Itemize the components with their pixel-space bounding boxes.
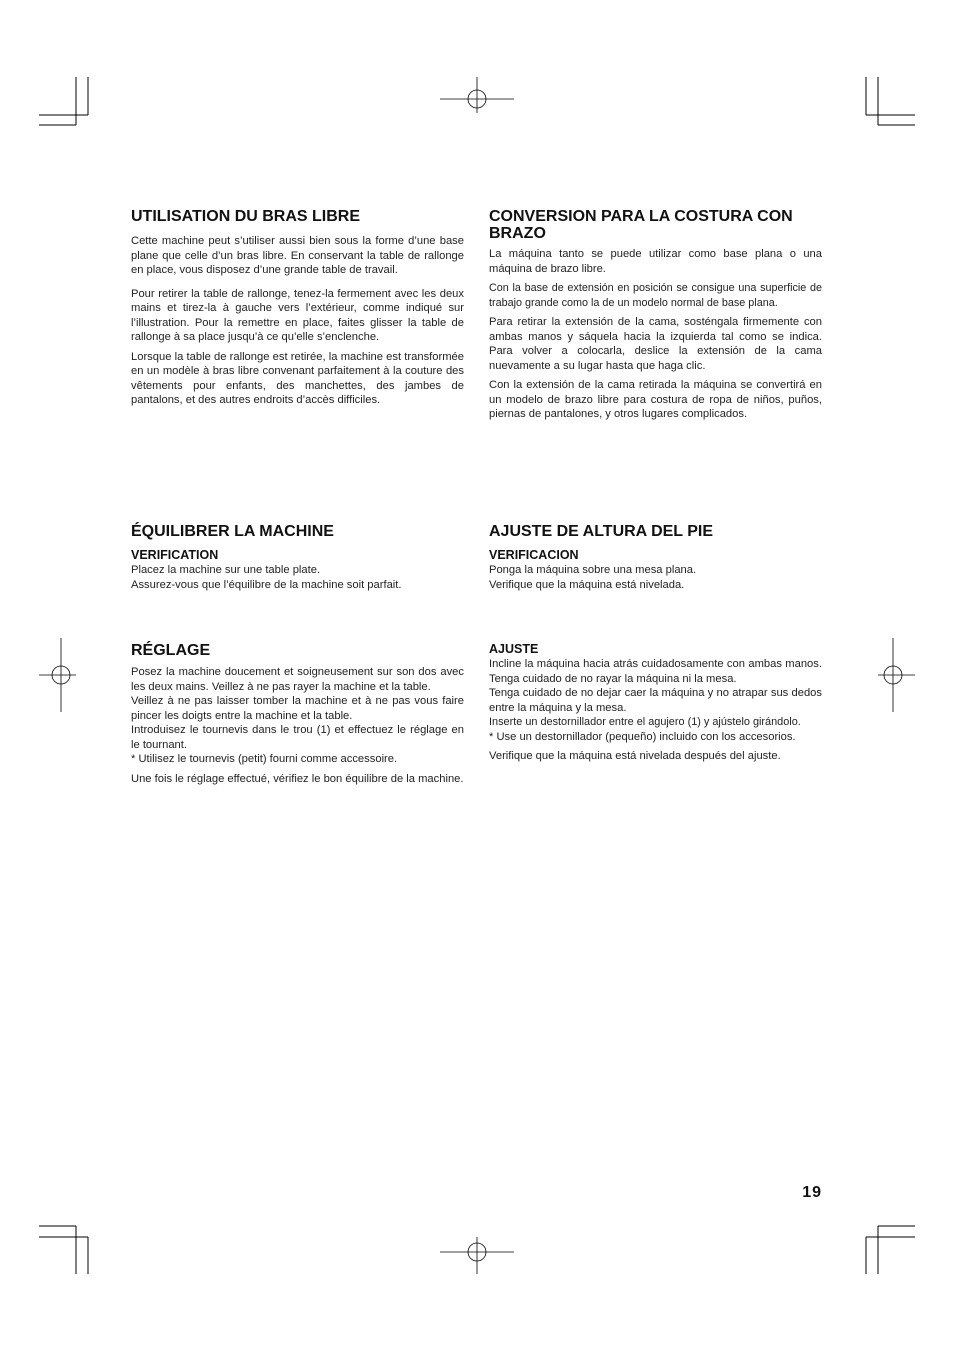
section-title: AJUSTE DE ALTURA DEL PIE [489,523,714,540]
paragraph: Con la extensión de la cama retirada la máquina se convertirá en un modelo de brazo libre para costura de ropa de niños, puños, piernas de pantalones, y otros lugares complicados. [489,379,822,420]
section-title: UTILISATION DU BRAS LIBRE [131,208,361,225]
section-title: ÉQUILIBRER LA MACHINE [131,523,334,540]
section-conversion [489,208,822,422]
paragraph: * Utilisez le tournevis (petit) fourni comme accessoire. [131,753,398,765]
paragraph: Assurez-vous que l’équilibre de la machine soit parfait. [131,578,402,591]
section-equilibrer [131,523,464,592]
paragraph: La máquina tanto se puede utilizar como base plana o una máquina de brazo libre. [489,248,822,275]
paragraph: Lorsque la table de rallonge est retirée, la machine est transformée en un modèle à bras libre convenant parfaitement à la couture des vêtements pour enfants, des manchettes, des jambes de pantalons, et des autres endroits d’accès difficiles. [131,350,464,406]
paragraph: Posez la machine doucement et soigneusement sur son dos avec les deux mains. Veillez à ne pas rayer la machine et la table. [131,666,464,693]
paragraph: Tenga cuidado de no dejar caer la máquina y no atrapar sus dedos entre la máquina y la mesa. [489,687,822,714]
paragraph: Verifique que la máquina está nivelada. [489,578,685,591]
paragraph: Une fois le réglage effectué, vérifiez le bon équilibre de la machine. [131,772,464,785]
paragraph: Inserte un destornillador entre el agujero (1) y ajústelo girándolo. [489,716,801,728]
paragraph: Cette machine peut s’utiliser aussi bien sous la forme d’une base plane que celle d’un bras libre. En conservant la table de rallonge en place, vous disposez d’une grande table de travail. [131,235,464,276]
paragraph: Incline la máquina hacia atrás cuidadosamente con ambas manos. Tenga cuidado de no rayar la máquina ni la mesa. [489,658,822,685]
paragraph: Para retirar la extensión de la cama, sosténgala firmemente con ambas manos y sáquela hacia la izquierda tal como se indica. Para volver a colocarla, deslice la extensión de la cama nuevamente a su lugar hasta que haga clic. [489,316,822,372]
subsection-title: VERIFICACION [489,548,579,562]
section-ajuste [489,642,822,764]
section-ajuste-altura [489,523,822,592]
paragraph: Introduisez le tournevis dans le trou (1) et effectuez le réglage en le tournant. [131,724,464,751]
section-reglage [131,642,464,786]
paragraph: Con la base de extensión en posición se consigue una superficie de trabajo grande como la de un modelo normal de base plana. [489,282,822,309]
section-title: RÉGLAGE [131,642,211,659]
paragraph: Verifique que la máquina está nivelada después del ajuste. [489,750,781,762]
subsection-title: VERIFICATION [131,548,219,562]
section-title: CONVERSION PARA LA COSTURA CON BRAZO [489,208,793,242]
section-bras-libre [131,208,464,408]
paragraph: Ponga la máquina sobre una mesa plana. [489,564,697,576]
paragraph: Veillez à ne pas laisser tomber la machine et à ne pas vous faire pincer les doigts entre la machine et la table. [131,695,464,722]
paragraph: Pour retirer la table de rallonge, tenez-la fermement avec les deux mains et tirez-la à gauche vers l’extérieur, comme indiqué sur l’illustration. Pour la remettre en place, faites glisser la table de rallonge à sa place jusqu’à ce qu’elle s’enclenche. [131,287,464,343]
subsection-title: AJUSTE [489,642,539,656]
paragraph: Placez la machine sur une table plate. [131,564,321,576]
paragraph: * Use un destornillador (pequeño) incluido con los accesorios. [489,730,796,743]
page-number: 19 [802,1184,822,1201]
